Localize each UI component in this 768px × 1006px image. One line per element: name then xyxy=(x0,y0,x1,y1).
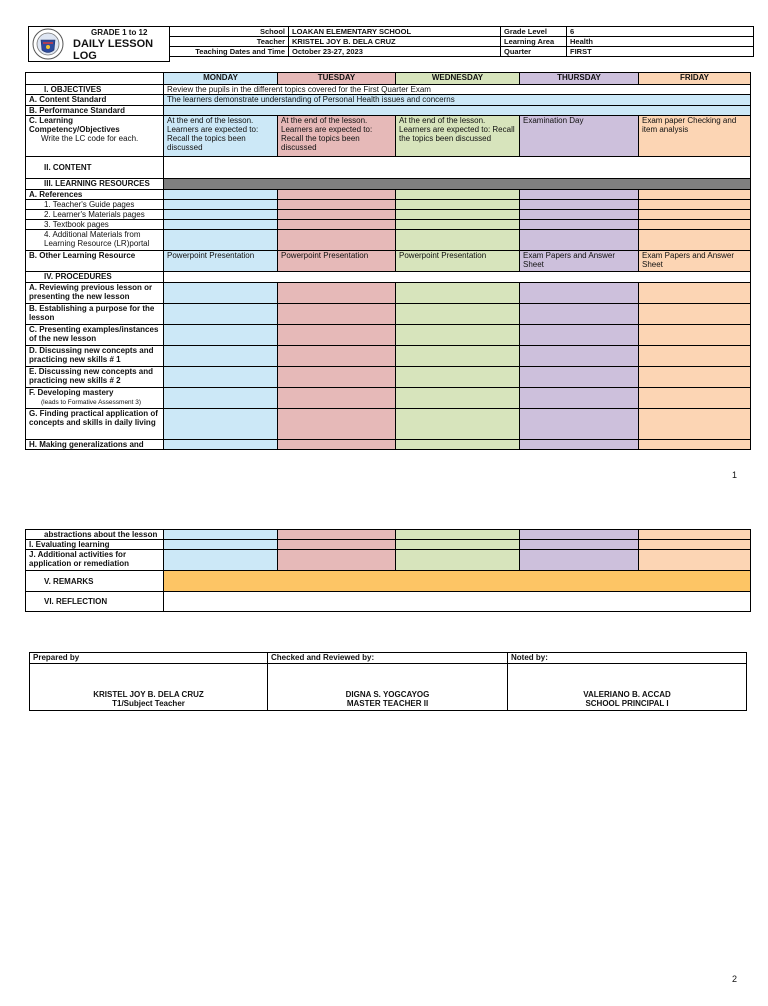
procedures-label: IV. PROCEDURES xyxy=(26,272,164,283)
cell xyxy=(639,230,751,251)
school-value: LOAKAN ELEMENTARY SCHOOL xyxy=(289,27,501,37)
cell xyxy=(520,540,639,550)
quarter-value: FIRST xyxy=(567,47,754,57)
proc-f-label xyxy=(26,388,164,409)
cell xyxy=(164,325,278,346)
remarks-value xyxy=(164,571,751,592)
cell xyxy=(396,367,520,388)
header-meta-table xyxy=(169,26,754,57)
cell xyxy=(396,304,520,325)
cell xyxy=(396,283,520,304)
cell xyxy=(396,200,520,210)
cell xyxy=(164,550,278,571)
proc-c-label: C. Presenting examples/instances of the new lesson xyxy=(26,325,164,346)
table-row xyxy=(26,190,751,200)
table-row xyxy=(26,571,751,592)
cell xyxy=(520,440,639,450)
cell xyxy=(164,440,278,450)
checked-by-name: DIGNA S. YOGCAYOG xyxy=(345,690,430,699)
grade-level-value: 6 xyxy=(567,27,754,37)
table-row xyxy=(26,592,751,612)
page-number-2: 2 xyxy=(732,974,738,984)
content-value xyxy=(164,157,751,179)
prepared-by-label: Prepared by xyxy=(30,653,268,664)
proc-h-label: H. Making generalizations and xyxy=(26,440,164,450)
cell xyxy=(520,367,639,388)
cell xyxy=(396,230,520,251)
table-row xyxy=(26,272,751,283)
cell xyxy=(520,346,639,367)
objectives-label: I. OBJECTIVES xyxy=(26,85,164,95)
other-resource-thursday: Exam Papers and Answer Sheet xyxy=(520,251,639,272)
other-resource-wednesday: Powerpoint Presentation xyxy=(396,251,520,272)
resources-label: III. LEARNING RESOURCES xyxy=(26,179,164,190)
cell xyxy=(278,190,396,200)
table-row xyxy=(26,367,751,388)
proc-a-label: A. Reviewing previous lesson or presenting the new lesson xyxy=(26,283,164,304)
cell xyxy=(396,190,520,200)
cell xyxy=(278,388,396,409)
signature-table xyxy=(29,652,747,711)
competency-label xyxy=(26,116,164,157)
cell xyxy=(396,346,520,367)
noted-by-name: VALERIANO B. ACCAD xyxy=(583,690,671,699)
table-row xyxy=(26,346,751,367)
cell xyxy=(639,346,751,367)
cell xyxy=(639,210,751,220)
proc-e-label: E. Discussing new concepts and practicing new skills # 2 xyxy=(26,367,164,388)
school-label: School xyxy=(170,27,289,37)
table-row xyxy=(26,540,751,550)
prepared-by-name: KRISTEL JOY B. DELA CRUZ xyxy=(93,690,204,699)
cell xyxy=(520,550,639,571)
table-row xyxy=(26,304,751,325)
cell xyxy=(164,388,278,409)
cell xyxy=(639,550,751,571)
learning-area-value: Health xyxy=(567,37,754,47)
cell xyxy=(278,230,396,251)
cell xyxy=(639,367,751,388)
proc-d-label: D. Discussing new concepts and practicing new skills # 1 xyxy=(26,346,164,367)
blank-corner xyxy=(26,73,164,85)
learning-area-label: Learning Area xyxy=(501,37,567,47)
cell xyxy=(396,440,520,450)
proc-f-title: F. Developing mastery xyxy=(29,388,114,397)
cell xyxy=(278,325,396,346)
proc-g-label: G. Finding practical application of concepts and skills in daily living xyxy=(26,409,164,440)
page-number-1: 1 xyxy=(732,470,738,480)
cell xyxy=(278,530,396,540)
competency-thursday: Examination Day xyxy=(520,116,639,157)
cell xyxy=(164,190,278,200)
cell xyxy=(164,367,278,388)
content-label: II. CONTENT xyxy=(26,157,164,179)
cell xyxy=(164,530,278,540)
cell xyxy=(164,220,278,230)
cell xyxy=(164,540,278,550)
competency-wednesday: At the end of the lesson. Learners are expected to: Recall the topics been discussed xyxy=(396,116,520,157)
competency-monday: At the end of the lesson. Learners are expected to: Recall the topics been discussed xyxy=(164,116,278,157)
cell xyxy=(639,325,751,346)
grade-range: GRADE 1 to 12 xyxy=(91,28,148,37)
cell xyxy=(396,530,520,540)
table-row xyxy=(26,409,751,440)
checked-by-label: Checked and Reviewed by: xyxy=(268,653,508,664)
performance-standard-text xyxy=(164,106,751,116)
cell xyxy=(520,304,639,325)
objectives-text: Review the pupils in the different topics covered for the First Quarter Exam xyxy=(164,85,751,95)
cell xyxy=(520,409,639,440)
cell xyxy=(639,388,751,409)
table-row xyxy=(26,200,751,210)
cell xyxy=(520,230,639,251)
cell xyxy=(520,388,639,409)
table-row xyxy=(26,283,751,304)
table-row xyxy=(26,220,751,230)
ref-teachers-guide: 1. Teacher's Guide pages xyxy=(26,200,164,210)
competency-subtitle: Write the LC code for each. xyxy=(41,134,139,143)
cell xyxy=(639,220,751,230)
other-resource-tuesday: Powerpoint Presentation xyxy=(278,251,396,272)
table-row xyxy=(26,530,751,540)
cell xyxy=(396,550,520,571)
competency-tuesday: At the end of the lesson. Learners are expected to: Recall the topics been discussed xyxy=(278,116,396,157)
cell xyxy=(396,388,520,409)
cell xyxy=(396,325,520,346)
table-row xyxy=(26,116,751,157)
cell xyxy=(164,304,278,325)
cell xyxy=(164,283,278,304)
day-friday: FRIDAY xyxy=(639,73,751,85)
other-resource-label: B. Other Learning Resource xyxy=(26,251,164,272)
cell xyxy=(164,346,278,367)
cell xyxy=(278,550,396,571)
dates-value: October 23-27, 2023 xyxy=(289,47,501,57)
ref-textbook: 3. Textbook pages xyxy=(26,220,164,230)
competency-title: C. Learning Competency/Objectives xyxy=(29,116,120,134)
page-title: DAILY LESSON LOG xyxy=(73,38,154,62)
table-row xyxy=(26,85,751,95)
prepared-by-signature xyxy=(30,664,268,711)
table-row xyxy=(26,550,751,571)
cell xyxy=(164,210,278,220)
ref-learners-materials: 2. Learner's Materials pages xyxy=(26,210,164,220)
noted-by-role: SCHOOL PRINCIPAL I xyxy=(585,699,669,708)
table-row xyxy=(26,157,751,179)
grade-level-label: Grade Level xyxy=(501,27,567,37)
cell xyxy=(520,190,639,200)
cell xyxy=(396,409,520,440)
table-row xyxy=(26,230,751,251)
cell xyxy=(278,367,396,388)
deped-seal-icon xyxy=(32,28,64,60)
cell xyxy=(164,409,278,440)
checked-by-signature xyxy=(268,664,508,711)
checked-by-role: MASTER TEACHER II xyxy=(346,699,429,708)
proc-j-label: J. Additional activities for application or remediation xyxy=(26,550,164,571)
competency-friday: Exam paper Checking and item analysis xyxy=(639,116,751,157)
cell xyxy=(639,283,751,304)
lesson-log-table-continued xyxy=(25,529,751,612)
table-row xyxy=(26,106,751,116)
table-row xyxy=(26,325,751,346)
cell xyxy=(278,220,396,230)
procedures-value xyxy=(164,272,751,283)
noted-by-signature xyxy=(508,664,747,711)
dates-label: Teaching Dates and Time xyxy=(170,47,289,57)
quarter-label: Quarter xyxy=(501,47,567,57)
content-standard-label: A. Content Standard xyxy=(26,95,164,106)
table-row xyxy=(26,388,751,409)
table-row xyxy=(26,251,751,272)
table-row xyxy=(26,210,751,220)
cell xyxy=(520,200,639,210)
performance-standard-label: B. Performance Standard xyxy=(26,106,164,116)
cell xyxy=(278,210,396,220)
cell xyxy=(278,540,396,550)
title-box xyxy=(28,26,170,62)
cell xyxy=(520,325,639,346)
remarks-label: V. REMARKS xyxy=(26,571,164,592)
cell xyxy=(278,440,396,450)
other-resource-monday: Powerpoint Presentation xyxy=(164,251,278,272)
cell xyxy=(639,530,751,540)
cell xyxy=(164,200,278,210)
lesson-log-table xyxy=(25,72,751,450)
cell xyxy=(396,540,520,550)
other-resource-friday: Exam Papers and Answer Sheet xyxy=(639,251,751,272)
cell xyxy=(639,190,751,200)
references-label: A. References xyxy=(26,190,164,200)
day-tuesday: TUESDAY xyxy=(278,73,396,85)
cell xyxy=(278,409,396,440)
cell xyxy=(639,440,751,450)
prepared-by-role: T1/Subject Teacher xyxy=(112,699,185,708)
cell xyxy=(520,220,639,230)
cell xyxy=(639,409,751,440)
cell xyxy=(164,230,278,251)
cell xyxy=(396,210,520,220)
content-standard-text: The learners demonstrate understanding of Personal Health issues and concerns xyxy=(164,95,751,106)
proc-f-subtitle: (leads to Formative Assessment 3) xyxy=(41,399,142,406)
table-row xyxy=(26,440,751,450)
cell xyxy=(278,304,396,325)
cell xyxy=(639,200,751,210)
resources-bar xyxy=(164,179,751,190)
ref-additional-materials: 4. Additional Materials from Learning Resource (LR)portal xyxy=(26,230,164,251)
reflection-label: VI. REFLECTION xyxy=(26,592,164,612)
lesson-log-header xyxy=(28,26,753,62)
cell xyxy=(520,210,639,220)
noted-by-label: Noted by: xyxy=(508,653,747,664)
table-row xyxy=(26,95,751,106)
cell xyxy=(639,540,751,550)
teacher-value: KRISTEL JOY B. DELA CRUZ xyxy=(289,37,501,47)
day-wednesday: WEDNESDAY xyxy=(396,73,520,85)
proc-h-continued: abstractions about the lesson xyxy=(26,530,164,540)
cell xyxy=(396,220,520,230)
cell xyxy=(278,346,396,367)
reflection-value xyxy=(164,592,751,612)
cell xyxy=(520,530,639,540)
proc-b-label: B. Establishing a purpose for the lesson xyxy=(26,304,164,325)
cell xyxy=(639,304,751,325)
cell xyxy=(278,283,396,304)
day-monday: MONDAY xyxy=(164,73,278,85)
proc-i-label: I. Evaluating learning xyxy=(26,540,164,550)
cell xyxy=(278,200,396,210)
day-thursday: THURSDAY xyxy=(520,73,639,85)
table-row xyxy=(26,179,751,190)
cell xyxy=(520,283,639,304)
day-header-row xyxy=(26,73,751,85)
teacher-label: Teacher xyxy=(170,37,289,47)
